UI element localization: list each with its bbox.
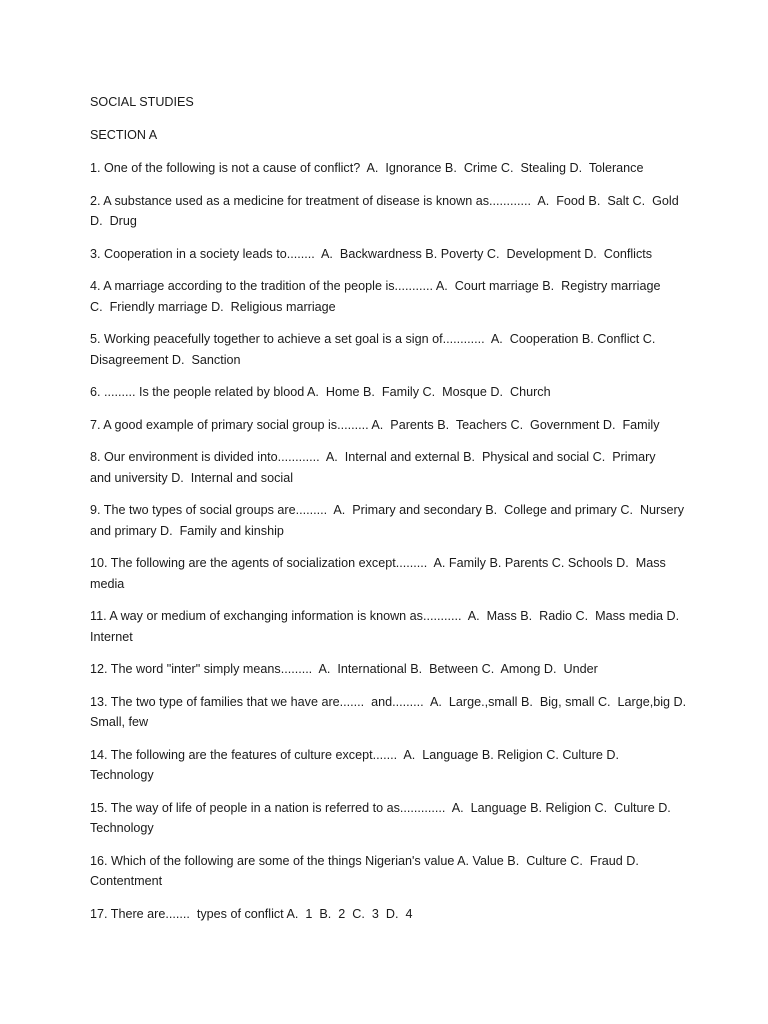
- question-3: 3. Cooperation in a society leads to........ A. Backwardness B. Poverty C. Development D. Conflicts: [90, 246, 653, 261]
- document-title: SOCIAL STUDIES: [90, 95, 194, 109]
- question-5: 5. Working peacefully together to achieve a set goal is a sign of............ A. Cooperation B. Conflict C. Disagreement D. Sanction: [90, 332, 656, 367]
- question-2: 2. A substance used as a medicine for treatment of disease is known as............ A. Food B. Salt C. Gold D. Drug: [90, 193, 679, 228]
- question-15: 15. The way of life of people in a nation is referred to as............. A. Language B. Religion C. Culture D. Technology: [90, 800, 671, 835]
- question-17: 17. There are....... types of conflict A. 1 B. 2 C. 3 D. 4: [90, 906, 413, 921]
- question-6: 6. ......... Is the people related by blood A. Home B. Family C. Mosque D. Church: [90, 385, 551, 399]
- section-heading: SECTION A: [90, 127, 158, 142]
- question-4: 4. A marriage according to the tradition of the people is........... A. Court marriage B. Registry marriage C. Friendly marriage D. Religious marriage: [90, 279, 661, 314]
- question-14: 14. The following are the features of culture except....... A. Language B. Religion C. Culture D. Technology: [90, 747, 620, 782]
- document-page: [90, 92, 690, 936]
- question-13: 13. The two type of families that we have are....... and......... A. Large.,small B. Big, small C. Large,big D. Small, few: [90, 694, 687, 729]
- question-8: 8. Our environment is divided into............ A. Internal and external B. Physical and social C. Primary and university D. Internal and social: [90, 450, 656, 485]
- question-10: 10. The following are the agents of socialization except......... A. Family B. Parents C. Schools D. Mass media: [90, 556, 666, 591]
- question-7: 7. A good example of primary social group is......... A. Parents B. Teachers C. Government D. Family: [90, 417, 660, 432]
- question-9: 9. The two types of social groups are......... A. Primary and secondary B. College and primary C. Nursery and primary D. Family and kinship: [90, 503, 685, 538]
- question-16: 16. Which of the following are some of the things Nigerian's value A. Value B. Culture C. Fraud D. Contentment: [90, 853, 639, 888]
- question-12: 12. The word "inter" simply means......... A. International B. Between C. Among D. Under: [90, 662, 598, 676]
- question-11: 11. A way or medium of exchanging information is known as........... A. Mass B. Radio C. Mass media D. Internet: [90, 609, 680, 644]
- question-1: 1. One of the following is not a cause of conflict? A. Ignorance B. Crime C. Stealing D. Tolerance: [90, 161, 644, 175]
